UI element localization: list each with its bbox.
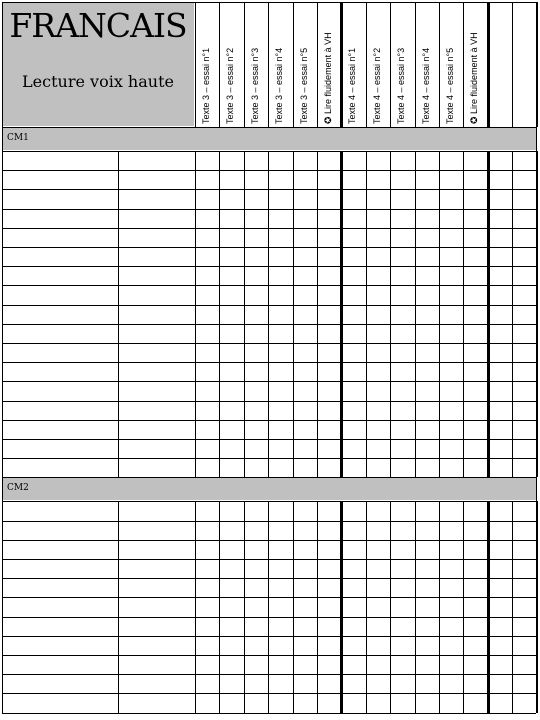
table-row-divider — [2, 559, 536, 560]
score-column-divider — [463, 501, 464, 713]
column-header-label: Texte 3 – essai n°4 — [274, 47, 285, 124]
column-header-label: Texte 4 – essai n°2 — [371, 47, 382, 124]
section-divider — [2, 151, 536, 152]
page-subtitle: Lecture voix haute — [22, 72, 174, 91]
score-column-divider — [340, 501, 343, 713]
header-column-divider — [244, 2, 245, 127]
section-label: CM1 — [7, 133, 29, 143]
left-border — [2, 2, 3, 127]
header-column-divider — [293, 2, 294, 127]
table-row-divider — [2, 693, 536, 694]
table-row-divider — [2, 636, 536, 637]
header-column-divider — [219, 2, 220, 127]
header-column-divider — [195, 2, 196, 127]
table-row-divider — [2, 458, 536, 459]
score-column-divider — [487, 501, 490, 713]
header-column-divider — [537, 2, 538, 127]
right-border — [536, 477, 537, 713]
score-column-divider — [390, 151, 391, 477]
score-column-divider — [293, 501, 294, 713]
left-border — [2, 127, 3, 477]
table-row-divider — [2, 285, 536, 286]
top-border — [2, 2, 536, 3]
header-column-divider — [317, 2, 318, 127]
column-header-label: Texte 4 – essai n°3 — [396, 47, 407, 124]
score-column-divider — [317, 501, 318, 713]
column-header-label: Texte 4 – essai n°5 — [445, 47, 455, 124]
table-row-divider — [2, 170, 536, 171]
score-column-divider — [537, 151, 538, 477]
table-row-divider — [2, 305, 536, 306]
section-bar — [2, 128, 536, 150]
score-column-divider — [415, 501, 416, 713]
column-header-label: Texte 4 – essai n°1 — [347, 47, 358, 124]
header-divider — [2, 127, 536, 128]
column-header-label: Texte 4 – essai n°4 — [420, 47, 431, 124]
table-row-divider — [2, 655, 536, 656]
title-box — [2, 2, 194, 126]
table-row-divider — [2, 266, 536, 267]
column-header-label: Texte 3 – essai n°5 — [298, 47, 309, 124]
score-column-divider — [487, 151, 490, 477]
score-column-divider — [195, 501, 196, 713]
score-column-divider — [415, 151, 416, 477]
table-row-divider — [2, 247, 536, 248]
section-bar — [2, 478, 536, 500]
table-row-divider — [2, 521, 536, 522]
table-row-divider — [2, 713, 536, 714]
table-row-divider — [2, 189, 536, 190]
page-title: FRANCAIS — [9, 6, 187, 45]
header-column-divider — [439, 2, 440, 127]
score-column-divider — [463, 151, 464, 477]
score-column-divider — [268, 151, 269, 477]
header-column-divider — [487, 2, 490, 127]
right-border — [536, 127, 537, 477]
table-row-divider — [2, 540, 536, 541]
score-column-divider — [512, 151, 513, 477]
left-border — [2, 477, 3, 713]
score-column-divider — [268, 501, 269, 713]
table-row-divider — [2, 597, 536, 598]
score-column-divider — [537, 501, 538, 713]
section-divider — [2, 501, 536, 502]
score-column-divider — [317, 151, 318, 477]
table-row-divider — [2, 343, 536, 344]
name-column-divider — [118, 151, 119, 477]
table-row-divider — [2, 477, 536, 478]
column-header-label: ✪ Lire fluidement à VH — [323, 32, 333, 124]
score-column-divider — [293, 151, 294, 477]
score-column-divider — [244, 501, 245, 713]
header-column-divider — [390, 2, 391, 127]
column-header-label: Texte 3 – essai n°2 — [225, 47, 236, 124]
score-column-divider — [439, 151, 440, 477]
column-header-label: Texte 3 – essai n°1 — [201, 47, 211, 124]
score-column-divider — [390, 501, 391, 713]
column-header-label: ✪ Lire fluidement à VH — [469, 32, 480, 124]
score-column-divider — [512, 501, 513, 713]
name-column-divider — [118, 501, 119, 713]
table-row-divider — [2, 228, 536, 229]
header-column-divider — [366, 2, 367, 127]
score-column-divider — [439, 501, 440, 713]
table-row-divider — [2, 578, 536, 579]
header-column-divider — [268, 2, 269, 127]
score-column-divider — [366, 501, 367, 713]
header-column-divider — [415, 2, 416, 127]
score-column-divider — [219, 501, 220, 713]
table-row-divider — [2, 674, 536, 675]
table-row-divider — [2, 324, 536, 325]
table-row-divider — [2, 617, 536, 618]
header-column-divider — [512, 2, 513, 127]
section-label: CM2 — [7, 483, 29, 494]
score-column-divider — [195, 151, 196, 477]
table-row-divider — [2, 381, 536, 382]
table-row-divider — [2, 209, 536, 210]
table-row-divider — [2, 362, 536, 363]
header-column-divider — [463, 2, 464, 127]
score-column-divider — [244, 151, 245, 477]
column-header-label: Texte 3 – essai n°3 — [249, 47, 260, 124]
table-row-divider — [2, 439, 536, 440]
table-row-divider — [2, 420, 536, 421]
score-column-divider — [219, 151, 220, 477]
right-border — [536, 2, 537, 127]
score-column-divider — [366, 151, 367, 477]
table-row-divider — [2, 401, 536, 402]
header-column-divider — [340, 2, 343, 127]
score-column-divider — [340, 151, 343, 477]
